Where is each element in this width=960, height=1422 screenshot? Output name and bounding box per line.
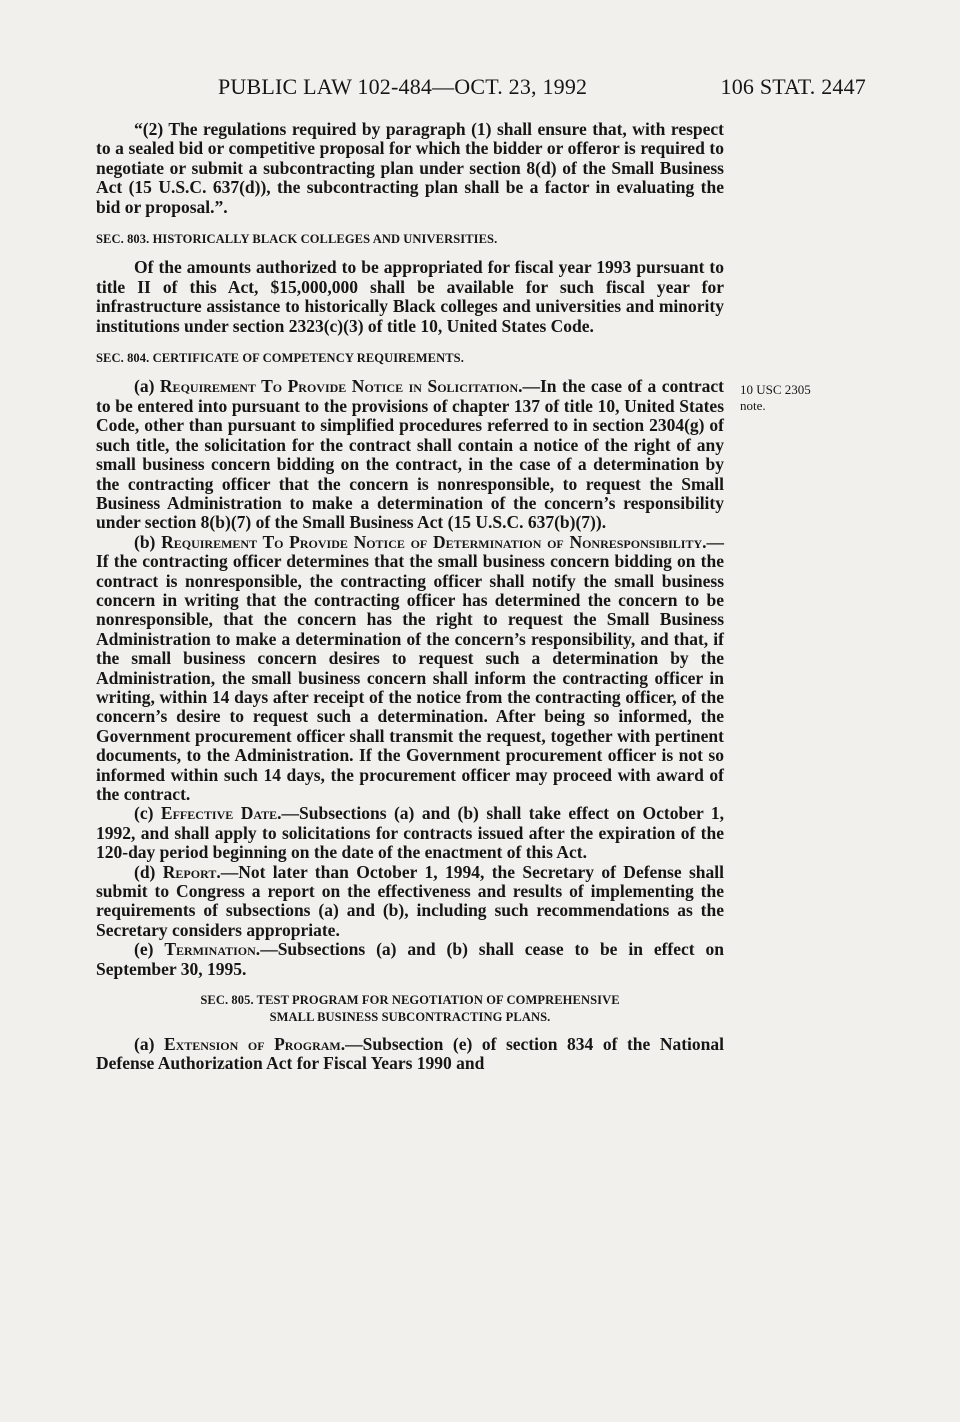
subsection-c bbox=[96, 804, 724, 862]
subsection-805-a-heading: Extension of Program. bbox=[163, 1034, 346, 1055]
margin-note-citation: 10 USC 2305 bbox=[740, 382, 811, 397]
section-805-heading-line2: SMALL BUSINESS SUBCONTRACTING PLANS. bbox=[269, 1010, 551, 1025]
subsection-a-heading: Requirement To Provide Notice in Solicitation. bbox=[159, 376, 523, 397]
subsection-b bbox=[96, 533, 724, 805]
subsection-a bbox=[96, 377, 724, 532]
subsection-c-text: —Subsections (a) and (b) shall take effect on October 1, 1992, and shall apply to solicitations for contracts issued after the expiration of the 120-day period beginning on the date of the enactment of this Act. bbox=[96, 803, 724, 863]
section-804-heading: SEC. 804. CERTIFICATE OF COMPETENCY REQUIREMENTS. bbox=[96, 351, 464, 366]
subsection-d-text: —Not later than October 1, 1994, the Secretary of Defense shall submit to Congress a report on the effectiveness and results of implementing the requirements of subsections (a) and (b), including such recommendations as the Secretary considers appropriate. bbox=[96, 861, 725, 940]
section-803-heading: SEC. 803. HISTORICALLY BLACK COLLEGES AND UNIVERSITIES. bbox=[96, 232, 498, 247]
section-805-heading bbox=[96, 992, 724, 1026]
margin-note bbox=[740, 382, 850, 414]
subsection-c-heading: Effective Date. bbox=[160, 803, 282, 824]
paragraph-hbcu: Of the amounts authorized to be appropriated for fiscal year 1993 pursuant to title II of this Act, $15,000,000 shall be available for such fiscal year for infrastructure assistance to historically Black colleges and universities and minority institutions under section 2323(c)(3) of title 10, United States Code. bbox=[96, 257, 724, 336]
subsection-e bbox=[96, 940, 724, 979]
subsection-805-a bbox=[96, 1035, 724, 1074]
subsection-d-label: (d) bbox=[134, 861, 156, 882]
subsection-805-a-text: —Subsection (e) of section 834 of the National Defense Authorization Act for Fiscal Years 1990 and bbox=[96, 1034, 725, 1074]
subsection-d-heading: Report. bbox=[162, 861, 221, 882]
body-text bbox=[96, 120, 724, 1074]
paragraph-regulations: “(2) The regulations required by paragraph (1) shall ensure that, with respect to a sealed bid or competitive proposal for which the bidder or offeror is required to negotiate or submit a subcontracting plan under section 8(d) of the Small Business Act (15 U.S.C. 637(d)), the subcontracting plan shall be a factor in evaluating the bid or proposal.”. bbox=[96, 119, 724, 217]
section-805-heading-line1: SEC. 805. TEST PROGRAM FOR NEGOTIATION OF COMPREHENSIVE bbox=[200, 993, 620, 1008]
page-header bbox=[96, 74, 866, 104]
subsection-a-label: (a) bbox=[134, 376, 155, 397]
subsection-c-label: (c) bbox=[134, 803, 154, 824]
subsection-b-text: —If the contracting officer determines that the small business concern bidding on the contract is nonresponsible, the contracting officer shall notify the small business concern in writing that the contracting officer has determined the concern to be nonresponsible, that the concern has the right to request the Small Business Administration to make a determination of the concern’s responsibility, and that, if the small business concern desires to request such a determination by the Administration, the small business concern shall inform the contracting officer in writing, within 14 days after receipt of the notice from the contracting officer, of the concern’s desire to request such a determination. After being so informed, the Government procurement officer shall transmit the request, together with pertinent documents, to the Administration. If the Government procurement officer is not so informed within such 14 days, the procurement officer may proceed with award of the contract. bbox=[96, 531, 724, 804]
margin-note-label: note. bbox=[740, 398, 766, 413]
subsection-e-text: —Subsections (a) and (b) shall cease to be in effect on September 30, 1995. bbox=[96, 939, 725, 979]
subsection-a-text: —In the case of a contract to be entered into pursuant to the provisions of chapter 137 of title 10, United States Code, other than pursuant to simplified procedures referred to in section 2304(g) of such title, the solicitation for the contract shall contain a notice of the right of any small business concern bidding on the contract, in the case of a determination by the contracting officer that the concern is nonresponsible, to request the Small Business Administration to make a determination of the concern’s responsibility under section 8(b)(7) of the Small Business Act (15 U.S.C. 637(b)(7)). bbox=[96, 376, 724, 533]
subsection-805-a-label: (a) bbox=[134, 1034, 155, 1055]
subsection-b-heading: Requirement To Provide Notice of Determination of Nonresponsibility. bbox=[161, 531, 707, 552]
subsection-d bbox=[96, 863, 724, 941]
subsection-e-heading: Termination. bbox=[164, 939, 261, 960]
statute-page-number: 106 STAT. 2447 bbox=[720, 74, 866, 99]
subsection-e-label: (e) bbox=[134, 939, 154, 960]
law-title: PUBLIC LAW 102-484—OCT. 23, 1992 bbox=[218, 74, 588, 99]
subsection-b-label: (b) bbox=[134, 531, 156, 552]
